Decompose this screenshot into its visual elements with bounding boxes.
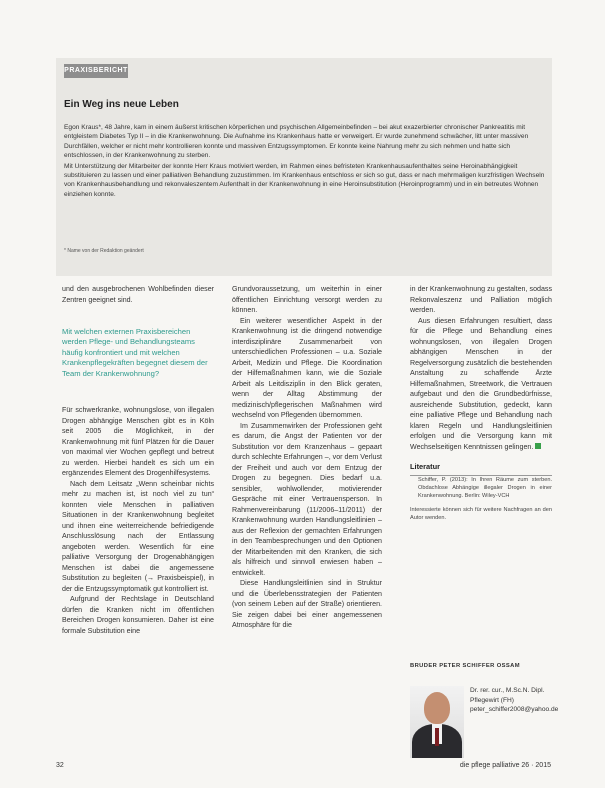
author-block: [410, 662, 559, 714]
column-3: [410, 284, 552, 522]
author-title: Pflegewirt (FH): [470, 696, 514, 704]
author-photo: [410, 686, 464, 758]
box-paragraph: Egon Kraus*, 48 Jahre, kam in einem äußerst kritischen körperlichen und psychischen Allgemeinbefinden – bei akut exazerbierter chronischer Pankreatitis mit entgleistem Diabetes Typ II – in die Krankenwohnung. Die Aufnahme ins Krankenhaus hatte er verweigert. Er wurde zunehmend schwächer, litt unter massiven Durchfällen, welcher er nicht mehr kontrollieren konnte und massiven Entzugssymptomen. Er konnte keine Nahrung mehr zu sich nehmen und hatte sich entschlossen, in der Krankenwohnung zu sterben.: [64, 124, 529, 160]
pull-quote: Mit welchen externen Praxisbereichen werden Pflege- und Behandlungsteams häufig konfrontiert und mit welchen Krankenpflegekräften begegnet diesem der Team der Krankenwohnung?: [62, 327, 208, 378]
body-paragraph: Grundvoraussetzung, um weiterhin in einer öffentlichen Einrichtung versorgt werden zu können.: [232, 285, 382, 314]
author-details: [470, 686, 559, 715]
box-paragraph: Mit Unterstützung der Mitarbeiter der konnte Herr Kraus motiviert werden, im Rahmen eines befristeten Krankenhausaufenthaltes seine Heroinabhängigkeit substituieren zu lassen und einer palliativen Behandlung zuzustimmen. Im Krankenhaus entschloss er sich so gut, dass er nach mehrmaligen kurzfristigen Wechseln von Krankenhausbehandlung und rekonvaleszentem Aufenthalt in der Krankenwohnung in eine Heroinsubstitution (Heroinprogramm) und in ein betreutes Wohnen einziehen konnte.: [64, 162, 545, 198]
body-paragraph: Im Zusammenwirken der Professionen geht es darum, die Angst der Patienten vor der Substitution vor dem Kranzenhaus – gepaart durch schlechte Erfahrungen –, vor dem Verlust der Freiheit und auch vor dem Entzug der Drogen zu begegnen. Dies bedarf u.a. sensibler, wohlwollender, motivierender Gespräche mit einer Vertrauensperson. In Rahmenvereinbarung (11/2006–11/2011) der Krankenwohnung wurden Handlungsleitlinien – aus der Reflexion der gemachten Erfahrungen in den Teambesprechungen und den Optionen der Mitarbeitenden mit den Kranken, die sich als hilfreich und sinnvoll erwiesen haben – entwickelt.: [232, 421, 382, 577]
author-title: Dr. rer. cur., M.Sc.N. Dipl.: [470, 687, 545, 694]
body-paragraph: Für schwerkranke, wohnungslose, von illegalen Drogen abhängige Menschen gibt es in Köln seit 2005 die Möglichkeit, in der Krankenwohnung mit fünf Plätzen für die Dauer von maximal vier Wochen gepflegt und betreut zu werden. Hierbei handelt es sich um ein ergänzendes Element des Drogenhilfesystems.: [62, 406, 214, 478]
column-1: [62, 284, 214, 636]
body-paragraph: in der Krankenwohnung zu gestalten, sodass Rekonvaleszenz und Palliation möglich werden.: [410, 285, 552, 314]
body-paragraph: Diese Handlungsleitlinien sind in Struktur und die Überlebensstrategien der Patienten (von seinem Leben auf der Straße) orientieren. Sie zeigen dabei bei einer angemessenen Atmosphäre für die: [232, 579, 382, 629]
page-number: 32: [56, 762, 64, 769]
box-footnote: * Name von der Redaktion geändert: [64, 248, 144, 254]
literature-title: Literatur: [410, 462, 440, 471]
body-paragraph: Nach dem Leitsatz „Wenn scheinbar nichts mehr zu machen ist, ist noch viel zu tun“ konnten viele Menschen in palliativen Situationen in der Krankenwohnung begleitet und ihnen eine weiterreichende befriedigende Anschlusslösung nach der Entlassung angeboten werden. Wesentlich für eine palliative Versorgung der Drogenabhängigen Menschen ist dabei die angemessene Substitution zu begleiten (→ Praxisbeispiel), in der die Entzugssymptomatik gut kontrolliert ist.: [62, 479, 214, 593]
journal-footer: die pflege palliative 26 · 2015: [459, 762, 551, 769]
body-paragraph: [410, 316, 552, 453]
body-paragraph: Aufgrund der Rechtslage in Deutschland dürfen die Kranken nicht im öffentlichen Bereichen Drogen konsumieren. Daher ist eine formale Substitution eine: [62, 595, 214, 635]
author-name: BRUDER PETER SCHIFFER OSSAM: [410, 663, 520, 669]
end-mark-icon: [535, 443, 541, 449]
box-body: [64, 123, 546, 200]
column-2: [232, 284, 382, 631]
author-email[interactable]: peter_schiffer2008@yahoo.de: [470, 706, 559, 714]
section-label: PRAXISBERICHT: [64, 64, 128, 78]
photo-tie-shape: [435, 728, 439, 746]
photo-head-shape: [424, 692, 450, 724]
box-title: Ein Weg ins neue Leben: [64, 99, 179, 110]
literature-note: Interessierte können sich für weitere Nachfragen an den Autor wenden.: [410, 506, 552, 521]
body-paragraph: und den ausgebrochenen Wohlbefinden dieser Zentren geeignet sind.: [62, 285, 214, 304]
body-paragraph: Ein weiterer wesentlicher Aspekt in der Krankenwohnung ist die dringend notwendige interdisziplinäre Zusammenarbeit von unterschiedlichen Professionen – u.a. Soziale Arbeit, Medizin und Pflege. Die Koordination der Hilfemaßnahmen kann, wie die Soziale Arbeit als Leitdisziplin in den Blick geraten, wenn der Alltag Abstimmung der medizinisch/pflegerischen Maßnahmen wird wechselnd von Pflegenden übernommen.: [232, 316, 382, 419]
literature-entry: Schiffer, P. (2013): In Ihren Räume zum sterben. Obdachlose Abhängige illegaler Drogen in einer Krankenwohnung. Berlin: Wiley-VCH: [418, 476, 552, 499]
body-text: Aus diesen Erfahrungen resultiert, dass für die Pflege und Behandlung eines wohnungslosen, von illegalen Drogen abhängigen Menschen in der Regelversorgung zusätzlich die bestehenden Anstaltung zu schaffende Ärzte Hilfemaßnahmen, Streetwork, die Vertrauen aufgebaut und den die Grundbedürfnisse, ausreichende Substitution, gedeckt, kann eine palliative Pflege und Behandlung nach klaren Regeln und Handlungsleitlinien erfolgen und die Versorgung kann mit Wechselseitigen Kenntnissen gelingen.: [410, 316, 552, 451]
